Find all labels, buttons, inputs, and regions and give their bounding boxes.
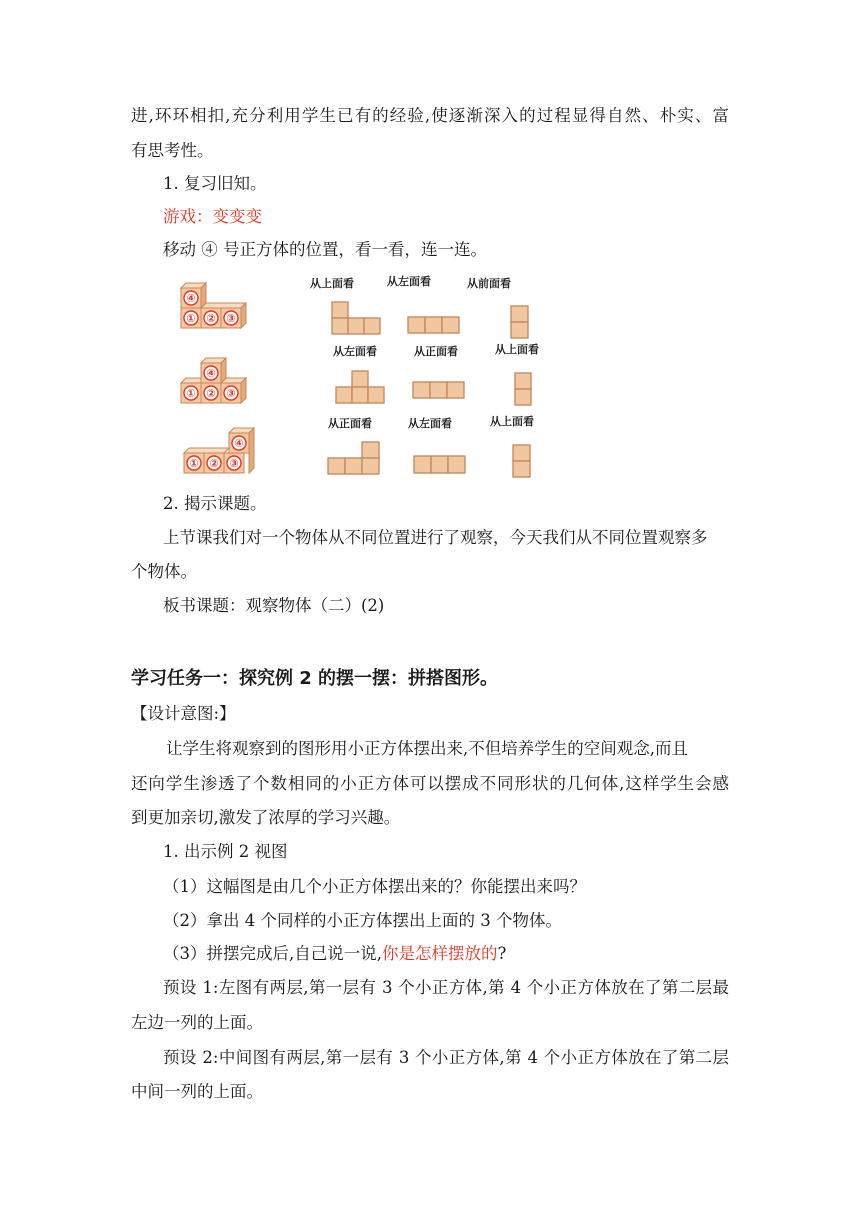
- question-3-prefix: （3）拼摆完成后,自己说一说,: [163, 944, 382, 963]
- game-title: 游戏：变变变: [163, 207, 262, 226]
- arrangement-3: [184, 428, 254, 473]
- cube-label-4: ④: [186, 292, 196, 305]
- paragraph-intro-line2: 有思考性。: [131, 141, 214, 160]
- preset-1-line1: 预设 1:左图有两层,第一层有 3 个小正方体,第 4 个小正方体放在了第二层最: [163, 978, 729, 997]
- cube-label-1: ①: [186, 312, 196, 325]
- view-shape-3-2: [414, 456, 465, 473]
- cube-label-2c: ②: [209, 457, 219, 470]
- question-1: （1）这幅图是由几个小正方体摆出来的？你能摆出来吗？: [163, 877, 586, 896]
- task-heading: 学习任务一：探究例 2 的摆一摆：拼搭图形。: [131, 668, 499, 689]
- preset-1-line2: 左边一列的上面。: [131, 1013, 263, 1032]
- cube-views-figure: [176, 270, 556, 485]
- cube-label-3c: ③: [229, 457, 239, 470]
- move-instruction: 移动 ④ 号正方体的位置，看一看，连一连。: [163, 240, 487, 259]
- view-caption-2-1: 从左面看: [333, 345, 377, 358]
- view-caption-1-2: 从左面看: [387, 275, 431, 288]
- cube-label-4b: ④: [206, 367, 216, 380]
- view-shape-1-1: [332, 302, 380, 334]
- view-caption-3-2: 从左面看: [408, 417, 452, 430]
- preset-2-line2: 中间一列的上面。: [131, 1082, 263, 1101]
- paragraph-topic-line2: 个物体。: [131, 562, 197, 581]
- view-shape-2-3: [515, 373, 531, 405]
- question-3-suffix: ?: [497, 944, 507, 963]
- cube-label-2: ②: [206, 312, 216, 325]
- view-caption-2-3: 从上面看: [495, 343, 539, 356]
- paragraph-design-line2: 还向学生渗透了个数相同的小正方体可以摆成不同形状的几何体,这样学生会感: [131, 774, 729, 793]
- arrangement-2: [181, 358, 246, 403]
- view-shape-3-1: [328, 442, 379, 474]
- board-title: 板书课题：观察物体（二）(2): [163, 596, 385, 615]
- view-shape-2-2: [413, 382, 464, 398]
- cube-label-3: ③: [226, 312, 236, 325]
- cube-label-3b: ③: [226, 387, 236, 400]
- view-shape-1-2: [408, 317, 459, 333]
- view-caption-3-1: 从正面看: [328, 417, 372, 430]
- question-3: [163, 942, 763, 966]
- design-intent-label: 【设计意图:】: [131, 704, 236, 723]
- cube-label-2b: ②: [206, 387, 216, 400]
- item-review: 1. 复习旧知。: [163, 174, 267, 193]
- view-caption-3-3: 从上面看: [490, 415, 534, 428]
- paragraph-topic-line1: 上节课我们对一个物体从不同位置进行了观察，今天我们从不同位置观察多: [163, 528, 708, 547]
- item-show-example: 1. 出示例 2 视图: [163, 842, 288, 861]
- question-2: （2）拿出 4 个同样的小正方体摆出上面的 3 个物体。: [163, 911, 562, 930]
- paragraph-design-line1: 让学生将观察到的图形用小正方体摆出来,不但培养学生的空间观念,而且: [166, 739, 688, 758]
- question-3-highlight: 你是怎样摆放的: [382, 944, 498, 963]
- paragraph-design-line3: 到更加亲切,激发了浓厚的学习兴趣。: [131, 808, 401, 827]
- view-caption-2-2: 从正面看: [414, 345, 458, 358]
- view-caption-1-1: 从上面看: [310, 277, 354, 290]
- item-reveal-topic: 2. 揭示课题。: [163, 494, 267, 513]
- arrangement-1: [181, 283, 246, 328]
- view-shape-1-3: [511, 306, 528, 338]
- preset-2-line1: 预设 2:中间图有两层,第一层有 3 个小正方体,第 4 个小正方体放在了第二层: [163, 1048, 729, 1067]
- cube-label-1b: ①: [186, 387, 196, 400]
- view-shape-3-3: [513, 445, 530, 477]
- view-shape-2-1: [336, 371, 384, 403]
- paragraph-intro-line1: 进,环环相扣,充分利用学生已有的经验,使逐渐深入的过程显得自然、朴实、富: [131, 106, 729, 125]
- cube-label-1c: ①: [189, 457, 199, 470]
- cube-label-4c: ④: [234, 437, 244, 450]
- view-caption-1-3: 从前面看: [467, 277, 511, 290]
